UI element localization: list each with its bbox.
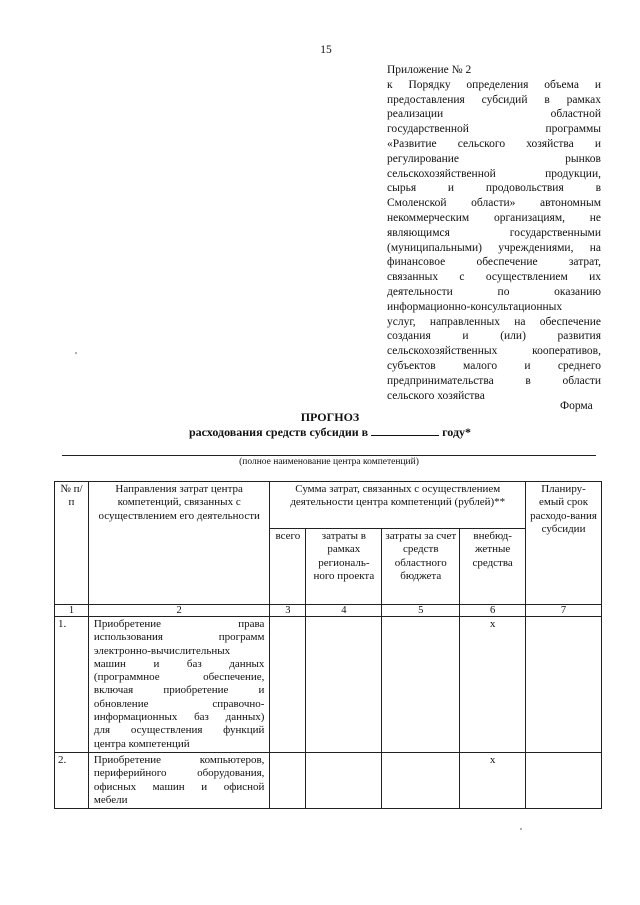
column-number: 6 [460, 605, 526, 617]
row-extrabudget: х [460, 617, 526, 753]
appendix-line: некоммерческим организациям, не [387, 211, 601, 224]
appendix-line: Приложение № 2 [387, 64, 472, 76]
page-number: 15 [320, 44, 332, 56]
appendix-line: Смоленской области» автономным [387, 197, 601, 210]
row-direction [88, 752, 270, 808]
direction-line: центра компетенций [93, 737, 190, 750]
row-planned [526, 617, 602, 753]
row-planned [526, 752, 602, 808]
year-blank [371, 425, 439, 436]
column-number: 5 [382, 605, 460, 617]
title-line-2-after: году* [442, 425, 472, 439]
row-regional [306, 752, 382, 808]
appendix-line: информационно-консультационных [387, 300, 563, 313]
form-label: Форма [560, 400, 593, 412]
appendix-line: являющимся государственными [387, 226, 601, 239]
appendix-line: предпринимательства в области [387, 374, 601, 387]
direction-line: офисных машин и офисной [93, 780, 265, 793]
title-line-2 [150, 425, 510, 440]
header-regional: затраты в рамках региональ-ного проекта [306, 529, 382, 605]
direction-line: включая приобретение и [93, 684, 265, 697]
appendix-line: регулирование рынков [387, 152, 601, 165]
fullname-caption: (полное наименование центра компетенций) [239, 457, 419, 467]
appendix-line: финансовое обеспечение затрат, [387, 256, 601, 269]
header-num: № п/п [55, 482, 89, 605]
column-number: 4 [306, 605, 382, 617]
appendix-header [387, 63, 601, 403]
scan-speck [520, 828, 522, 830]
header-extrabudget: внебюд-жетные средства [460, 529, 526, 605]
appendix-line: субъектов малого и среднего [387, 359, 601, 372]
direction-line: обновление справочно- [93, 697, 265, 710]
appendix-line: реализации областной [387, 108, 601, 121]
header-row-1 [55, 482, 602, 529]
direction-line: для осуществления функций [93, 724, 265, 737]
header-total: всего [270, 529, 306, 605]
forecast-table [54, 481, 602, 809]
row-num: 1. [55, 617, 89, 753]
direction-line: Приобретение компьютеров, [93, 753, 265, 766]
direction-line: Приобретение права [93, 618, 265, 630]
row-regional [306, 617, 382, 753]
title-line-1: ПРОГНОЗ [300, 410, 360, 424]
title-line-2-before: расходования средств субсидии в [188, 425, 369, 439]
column-number-row [55, 605, 602, 617]
row-extrabudget: х [460, 752, 526, 808]
appendix-line: к Порядку определения объема и [387, 78, 601, 91]
direction-line: информационных баз данных) [93, 711, 265, 724]
appendix-line: сельскохозяйственных кооперативов, [387, 345, 601, 358]
header-regional-budget: затраты за счет средств областного бюджета [382, 529, 460, 605]
column-number: 7 [526, 605, 602, 617]
table-row [55, 617, 602, 753]
direction-line: машин и баз данных [93, 657, 265, 670]
row-total [270, 752, 306, 808]
direction-line: использования программ [93, 631, 265, 644]
appendix-line: услуг, направленных на обеспечение [387, 315, 601, 328]
document-title [150, 410, 510, 440]
appendix-line: предоставления субсидий в рамках [387, 93, 601, 106]
direction-line: (программное обеспечение, [93, 671, 265, 684]
direction-line: периферийного оборудования, [93, 767, 265, 780]
column-number: 3 [270, 605, 306, 617]
direction-line: электронно-вычислительных [93, 644, 231, 657]
appendix-line: деятельности по оказанию [387, 285, 601, 298]
table-row [55, 752, 602, 808]
direction-line: мебели [93, 793, 128, 806]
row-regional-budget [382, 617, 460, 753]
header-direction: Направления затрат центра компетенций, связанных с осуществлением его деятельности [88, 482, 270, 605]
appendix-line: сельскохозяйственной продукции, [387, 167, 601, 180]
appendix-line: связанных с осуществлением их [387, 271, 601, 284]
appendix-line: сельского хозяйства [387, 389, 485, 402]
column-number: 1 [55, 605, 89, 617]
row-direction [88, 617, 270, 753]
column-number: 2 [88, 605, 270, 617]
row-regional-budget [382, 752, 460, 808]
header-planned: Планиру-емый срок расходо-вания субсидии [526, 482, 602, 605]
scan-speck [75, 352, 77, 354]
appendix-line: «Развитие сельского хозяйства и [387, 137, 601, 150]
appendix-line: (муниципальными) учреждениями, на [387, 241, 601, 254]
header-sum-group: Сумма затрат, связанных с осуществлением деятельности центра компетенций (рублей)** [270, 482, 526, 529]
fullname-underline [62, 455, 596, 456]
appendix-line: сырья и продовольствия в [387, 182, 601, 195]
row-total [270, 617, 306, 753]
row-num: 2. [55, 752, 89, 808]
appendix-line: государственной программы [387, 123, 601, 136]
appendix-line: создания и (или) развития [387, 330, 601, 343]
